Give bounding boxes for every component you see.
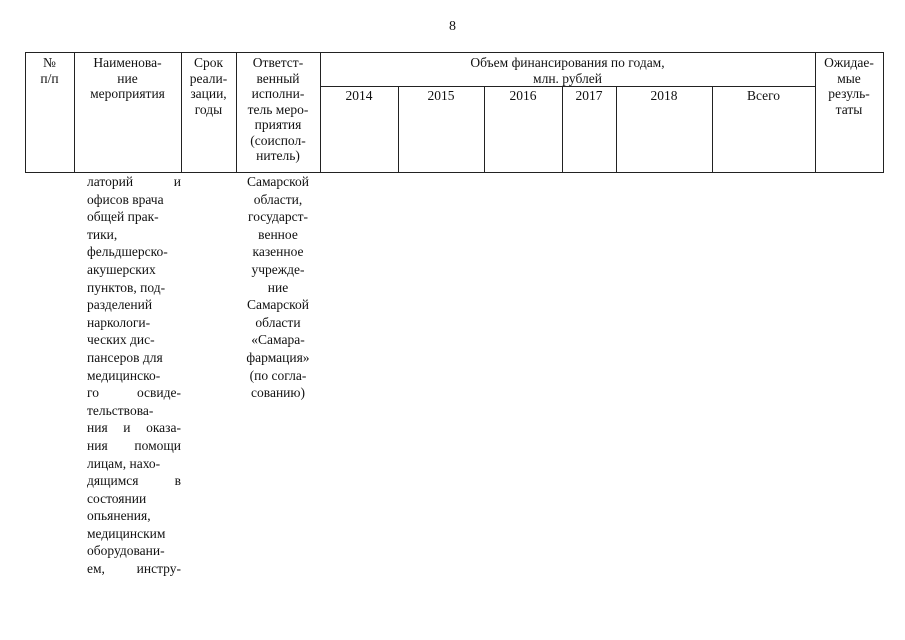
header-year-2018: 2018 (650, 88, 678, 103)
header-term-line: годы (194, 101, 223, 117)
measure-name-text (87, 173, 181, 578)
name-line: лицам, нахо- (87, 455, 161, 471)
header-num (25, 55, 74, 86)
header-year-2015: 2015 (427, 88, 455, 103)
executor-line: Самарской (246, 297, 310, 313)
executor-line: (по согла- (249, 367, 307, 383)
name-line: пунктов, под- (87, 279, 166, 295)
header-top-border (25, 52, 883, 53)
executor-line: Самарской (246, 174, 310, 189)
header-total: Всего (746, 88, 781, 103)
executor-line: учрежде- (251, 261, 305, 277)
header-year-2016: 2016 (509, 88, 537, 103)
header-term-line: реали- (189, 70, 228, 86)
name-line: ния и оказа- (87, 420, 181, 436)
header-exec-line: нитель) (256, 148, 300, 163)
header-num-line: № (43, 55, 56, 70)
name-line: го освиде- (87, 385, 181, 401)
executor-line: казенное (252, 244, 304, 260)
name-line: латорий и (87, 174, 181, 189)
name-line: ния помощи (87, 437, 181, 453)
name-line: оборудовани- (87, 543, 165, 559)
header-term-line: Срок (193, 55, 224, 70)
header-name-line: Наименова- (93, 55, 162, 70)
header-year-2014: 2014 (345, 88, 373, 103)
header-result-line: резуль- (828, 86, 870, 101)
page-number: 8 (449, 19, 456, 34)
name-line: акушерских (87, 261, 156, 277)
header-result (815, 55, 883, 117)
header-exec-line: Ответст- (252, 55, 304, 70)
header-result-line: таты (835, 101, 863, 117)
header-exec-line: исполни- (251, 86, 305, 101)
executor-line: «Самара- (251, 332, 305, 348)
name-line: общей прак- (87, 209, 159, 225)
name-line: тельствова- (87, 402, 154, 418)
executor-line: области (255, 314, 301, 330)
executor-line: фармация» (246, 349, 310, 365)
col-border (883, 52, 884, 173)
header-exec-line: приятия (254, 117, 302, 132)
header-exec-line: венный (256, 70, 300, 86)
executor-line: области, (253, 191, 303, 207)
header-result-line: Ожидае- (824, 55, 874, 70)
funding-title-line: млн. рублей (533, 70, 602, 86)
header-exec-line: (соиспол- (250, 132, 306, 148)
name-line: наркологи- (87, 314, 151, 330)
name-line: тики, (87, 226, 118, 242)
name-line: медицинско- (87, 367, 161, 383)
header-exec-line: тель меро- (247, 101, 309, 117)
name-line: фельдшерско- (87, 244, 168, 260)
header-year-2017: 2017 (575, 88, 603, 103)
header-name-line: мероприятия (90, 86, 165, 101)
executor-line: сованию) (251, 385, 305, 401)
header-funding-title (320, 55, 815, 86)
funding-title-line: Объем финансирования по годам, (470, 55, 665, 70)
funding-divider (320, 86, 815, 87)
header-name (74, 55, 181, 102)
header-term (181, 55, 236, 117)
name-line: разделений (87, 297, 153, 313)
header-executor (236, 55, 320, 164)
name-line: дящимся в (87, 473, 181, 489)
name-line: пансеров для (87, 349, 163, 365)
executor-line: государст- (248, 209, 308, 225)
header-result-line: мые (837, 70, 861, 86)
header-num-line: п/п (40, 70, 59, 86)
name-line: состоянии (87, 490, 147, 506)
name-line: ем, инстру- (87, 561, 181, 577)
executor-line: венное (258, 226, 298, 242)
header-term-line: зации, (190, 86, 227, 101)
name-line: ческих дис- (87, 332, 155, 348)
header-name-line: ние (117, 70, 138, 86)
name-line: офисов врача (87, 191, 164, 207)
executor-text (236, 173, 320, 402)
name-line: опьянения, (87, 508, 151, 524)
name-line: медицинским (87, 525, 166, 541)
executor-line: ние (267, 279, 289, 295)
